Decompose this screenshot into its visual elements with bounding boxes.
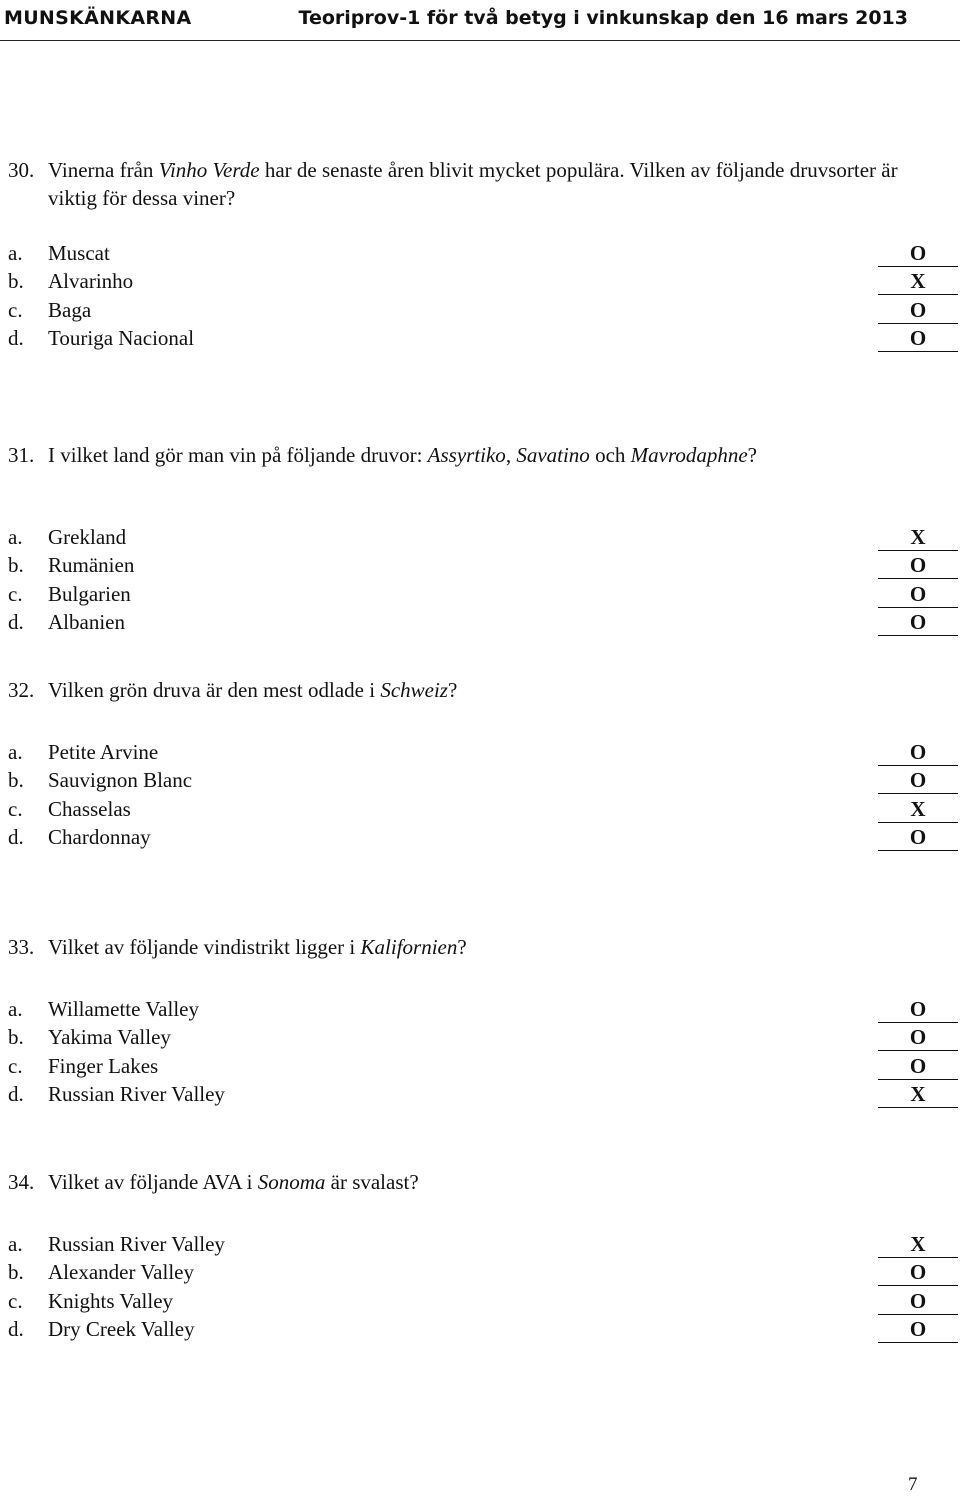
answer-option	[0, 239, 960, 267]
answer-mark: O	[878, 823, 958, 851]
answer-option	[0, 995, 960, 1023]
exam-title: Teoriprov-1 för två betyg i vinkunskap den 16 mars 2013	[298, 7, 908, 29]
question-number: 31.	[8, 443, 35, 467]
answer-mark: O	[878, 239, 958, 267]
option-label: Muscat	[48, 241, 110, 265]
question-text-italic: Kalifornien	[360, 935, 458, 959]
question-text-part: ?	[747, 443, 757, 467]
question-text-part: Vilket av följande vindistrikt ligger i	[48, 935, 361, 959]
answer-option	[0, 1080, 960, 1108]
answer-option	[0, 551, 960, 579]
option-label: Alvarinho	[48, 269, 134, 294]
option-letter: a.	[8, 740, 23, 764]
answer-mark: X	[878, 795, 958, 823]
answer-option	[0, 523, 960, 551]
question-text-italic: Savatino	[516, 443, 590, 467]
question-text-part: I vilket land gör man vin på följande druvor:	[48, 443, 428, 467]
answer-mark: O	[878, 1258, 958, 1286]
question-text-part: ?	[457, 935, 467, 959]
answer-mark: O	[878, 1023, 958, 1051]
option-label: Albanien	[48, 609, 125, 634]
answer-mark: O	[878, 324, 958, 352]
question-number: 34.	[8, 1170, 35, 1194]
option-label: Baga	[48, 297, 92, 322]
question-text-italic: Vinho Verde	[158, 158, 260, 182]
option-label: Willamette Valley	[48, 997, 199, 1021]
answer-mark: O	[878, 995, 958, 1023]
answer-mark: O	[878, 1052, 958, 1080]
page-number: 7	[908, 1474, 918, 1495]
page-header	[0, 0, 960, 41]
question-number: 32.	[8, 678, 35, 702]
question-text-part: har de senaste åren blivit mycket populära. Vilken av följande druvsorter är viktig för dessa viner?	[48, 158, 898, 210]
option-label: Bulgarien	[48, 581, 131, 606]
question-text	[8, 156, 908, 212]
answer-mark: O	[878, 580, 958, 608]
question-text-italic: Schweiz	[380, 678, 448, 702]
option-letter: c.	[8, 1053, 23, 1078]
answer-mark: O	[878, 1315, 958, 1343]
option-letter: c.	[8, 297, 23, 322]
option-letter: c.	[8, 581, 23, 606]
question-text	[8, 676, 908, 704]
answer-option	[0, 608, 960, 636]
answer-option	[0, 738, 960, 766]
option-label: Russian River Valley	[48, 1232, 225, 1256]
answer-option	[0, 1230, 960, 1258]
answer-mark: O	[878, 738, 958, 766]
question-text-italic: Assyrtiko	[427, 443, 506, 467]
option-letter: b.	[8, 1025, 24, 1050]
question-text-part: ,	[505, 443, 517, 467]
answer-option	[0, 1315, 960, 1343]
option-label: Chasselas	[48, 796, 131, 821]
question-text-part: Vilket av följande AVA i	[48, 1170, 258, 1194]
option-letter: b.	[8, 553, 24, 578]
option-letter: d.	[8, 1316, 24, 1341]
answer-option	[0, 1023, 960, 1051]
question-text	[8, 441, 908, 469]
option-letter: b.	[8, 1260, 24, 1285]
answer-option	[0, 823, 960, 851]
organization-name: MUNSKÄNKARNA	[4, 7, 192, 29]
option-label: Touriga Nacional	[48, 325, 195, 350]
question-text-part: Vilken grön druva är den mest odlade i	[48, 678, 381, 702]
option-letter: a.	[8, 525, 23, 549]
question-text-part: och	[589, 443, 631, 467]
answer-option	[0, 1052, 960, 1080]
option-label: Petite Arvine	[48, 740, 159, 764]
option-label: Russian River Valley	[48, 1081, 225, 1106]
answer-mark: O	[878, 1287, 958, 1315]
option-letter: d.	[8, 325, 24, 350]
answer-mark: O	[878, 766, 958, 794]
option-label: Finger Lakes	[48, 1053, 159, 1078]
answer-option	[0, 1258, 960, 1286]
question-text-part: Vinerna från	[48, 158, 159, 182]
option-letter: a.	[8, 241, 23, 265]
option-label: Yakima Valley	[48, 1025, 171, 1050]
answer-option	[0, 766, 960, 794]
option-label: Alexander Valley	[48, 1260, 194, 1285]
answer-mark: X	[878, 1080, 958, 1108]
answer-option	[0, 1287, 960, 1315]
question-text-italic: Mavrodaphne	[630, 443, 748, 467]
question-number: 33.	[8, 935, 35, 959]
answer-mark: O	[878, 608, 958, 636]
answer-option	[0, 795, 960, 823]
option-letter: d.	[8, 609, 24, 634]
option-label: Dry Creek Valley	[48, 1316, 195, 1341]
answer-mark: X	[878, 1230, 958, 1258]
option-label: Grekland	[48, 525, 127, 549]
option-letter: a.	[8, 1232, 23, 1256]
answer-option	[0, 324, 960, 352]
answer-option	[0, 267, 960, 295]
option-letter: c.	[8, 796, 23, 821]
answer-mark: X	[878, 267, 958, 295]
answer-option	[0, 296, 960, 324]
question-text-part: ?	[447, 678, 458, 702]
option-label: Knights Valley	[48, 1288, 174, 1313]
option-label: Sauvignon Blanc	[48, 768, 193, 793]
answer-mark: O	[878, 551, 958, 579]
question-text	[8, 1168, 908, 1196]
option-letter: b.	[8, 269, 24, 294]
option-letter: d.	[8, 824, 24, 849]
answer-option	[0, 580, 960, 608]
answer-mark: X	[878, 523, 958, 551]
option-label: Rumänien	[48, 553, 135, 578]
option-letter: d.	[8, 1081, 24, 1106]
question-text	[8, 933, 908, 961]
option-label: Chardonnay	[48, 824, 151, 849]
option-letter: b.	[8, 768, 24, 793]
question-text-italic: Sonoma	[257, 1170, 326, 1194]
question-number: 30.	[8, 158, 35, 182]
question-text-part: är svalast?	[325, 1170, 419, 1194]
option-letter: c.	[8, 1288, 23, 1313]
answer-mark: O	[878, 296, 958, 324]
option-letter: a.	[8, 997, 23, 1021]
